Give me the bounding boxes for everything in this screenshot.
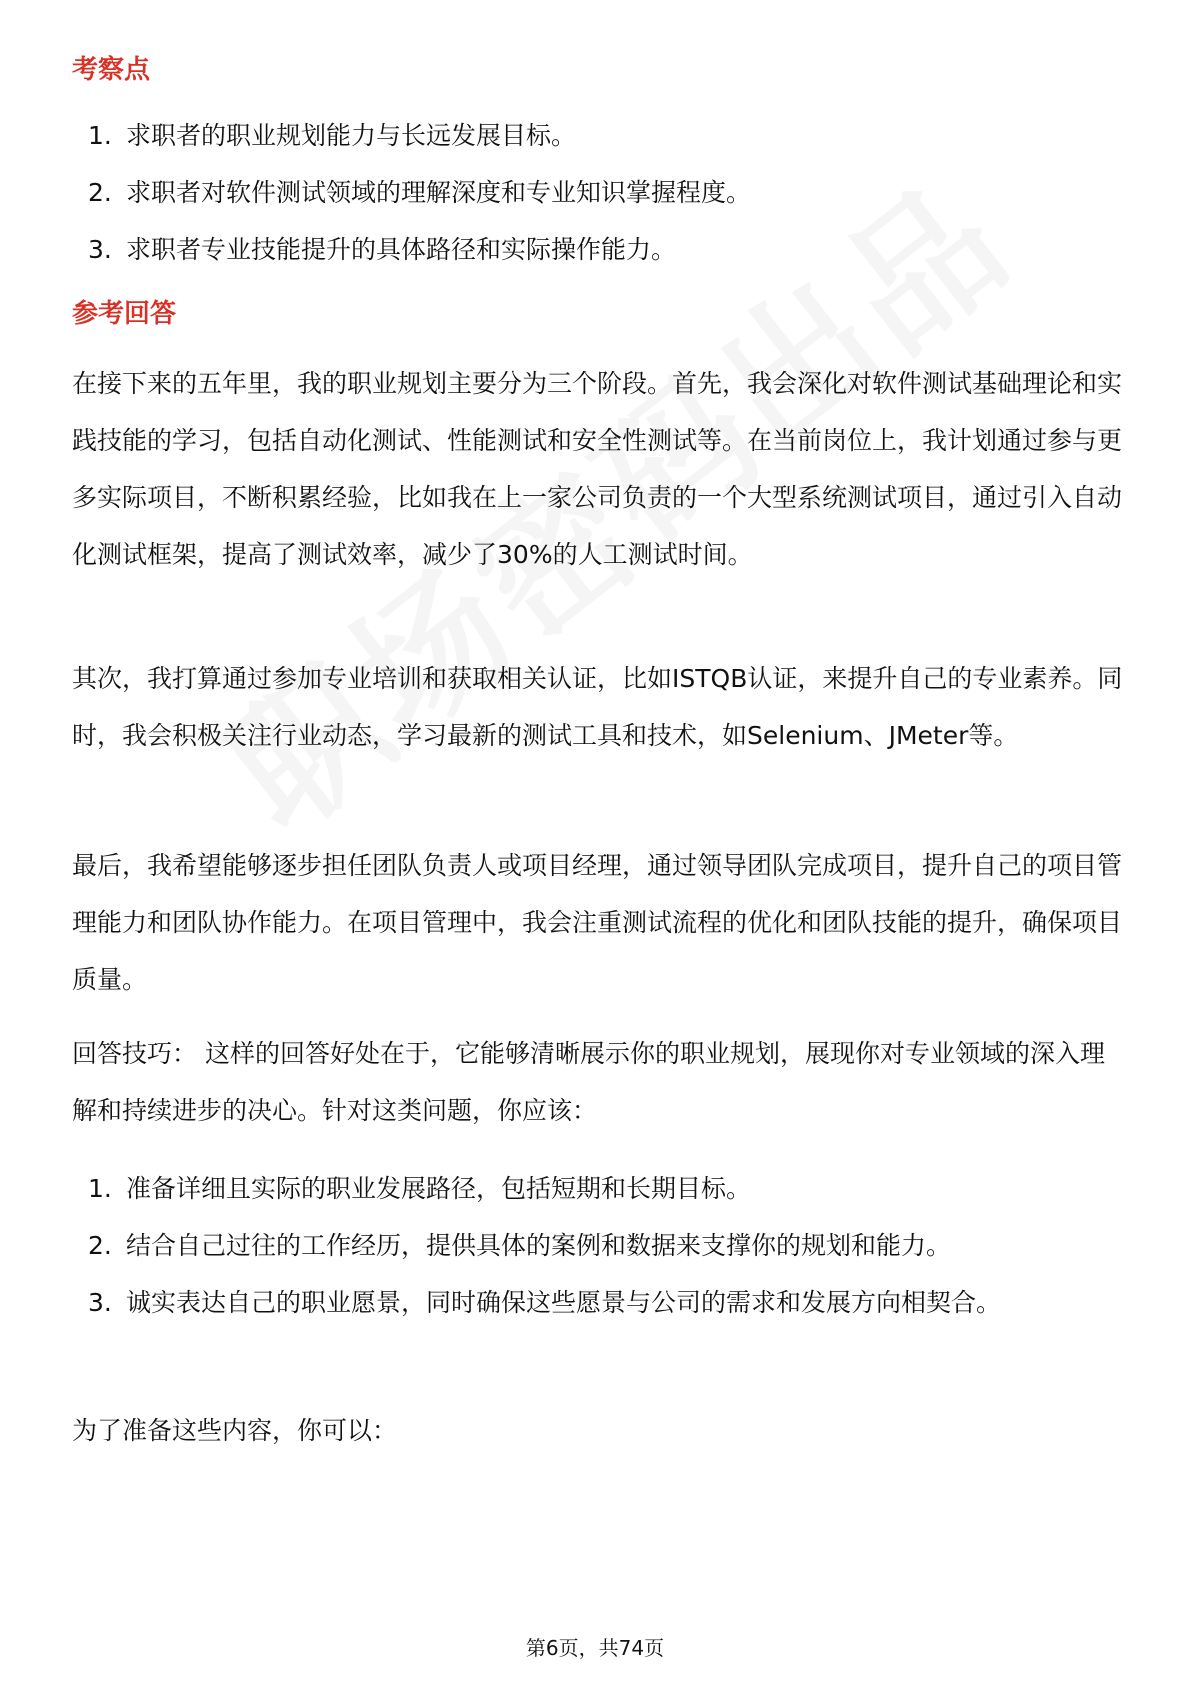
list-item-text: 结合自己过往的工作经历，提供具体的案例和数据来支撑你的规划和能力。 bbox=[126, 1231, 952, 1260]
closing-paragraph: 为了准备这些内容，你可以： bbox=[72, 1416, 398, 1445]
list-item-text: 准备详细且实际的职业发展路径，包括短期和长期目标。 bbox=[126, 1174, 752, 1203]
list-item-number: 1. bbox=[88, 121, 112, 150]
answer-paragraph-1: 在接下来的五年里，我的职业规划主要分为三个阶段。首先，我会深化对软件测试基础理论和实践技能的学习，包括自动化测试、性能测试和安全性测试等。在当前岗位上，我计划通过参与更多实际项目，不断积累经验，比如我在上一家公司负责的一个大型系统测试项目，通过引入自动化测试框架，提高了测试效率，减少了30%的人工测试时间。 bbox=[72, 369, 1123, 569]
answer-tips-intro: 回答技巧： 这样的回答好处在于，它能够清晰展示你的职业规划，展现你对专业领域的深入理解和持续进步的决心。针对这类问题，你应该： bbox=[72, 1039, 1105, 1125]
answer-tips-list bbox=[72, 1160, 1132, 1331]
list-item-number: 3. bbox=[88, 235, 112, 264]
page-number-footer: 第6页，共74页 bbox=[525, 1636, 665, 1660]
list-item-text: 诚实表达自己的职业愿景，同时确保这些愿景与公司的需求和发展方向相契合。 bbox=[126, 1288, 1002, 1317]
list-item-text: 求职者专业技能提升的具体路径和实际操作能力。 bbox=[126, 235, 677, 264]
list-item bbox=[72, 107, 1132, 164]
list-item-number: 2. bbox=[88, 178, 112, 207]
list-item-number: 3. bbox=[88, 1288, 112, 1317]
list-item bbox=[72, 221, 1132, 278]
exam-points-title: 考察点 bbox=[72, 55, 151, 85]
list-item-text: 求职者对软件测试领域的理解深度和专业知识掌握程度。 bbox=[126, 178, 752, 207]
list-item bbox=[72, 164, 1132, 221]
list-item-number: 2. bbox=[88, 1231, 112, 1260]
list-item-number: 1. bbox=[88, 1174, 112, 1203]
answer-paragraph-3: 最后，我希望能够逐步担任团队负责人或项目经理，通过领导团队完成项目，提升自己的项目管理能力和团队协作能力。在项目管理中，我会注重测试流程的优化和团队技能的提升，确保项目质量。 bbox=[72, 851, 1123, 994]
list-item bbox=[72, 1217, 1132, 1274]
list-item bbox=[72, 1160, 1132, 1217]
list-item bbox=[72, 1274, 1132, 1331]
answer-paragraph-2: 其次，我打算通过参加专业培训和获取相关认证，比如ISTQB认证，来提升自己的专业素养。同时，我会积极关注行业动态，学习最新的测试工具和技术，如Selenium、JMeter等。 bbox=[72, 664, 1123, 750]
list-item-text: 求职者的职业规划能力与长远发展目标。 bbox=[126, 121, 577, 150]
exam-points-list bbox=[72, 107, 1132, 278]
reference-answer-title: 参考回答 bbox=[72, 299, 177, 329]
